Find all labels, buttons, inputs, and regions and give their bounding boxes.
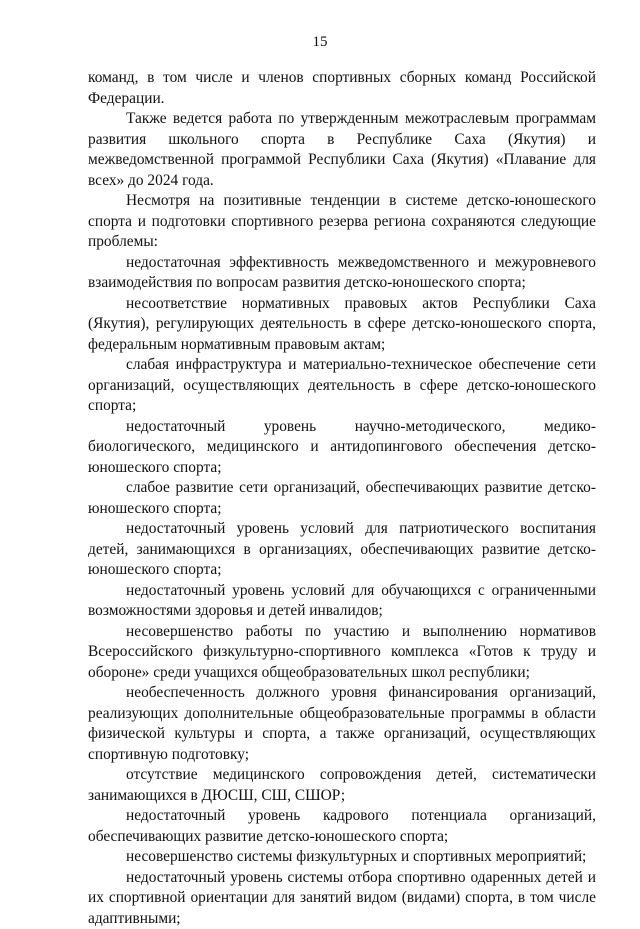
problem-item: несовершенство работы по участию и выполнению нормативов Всероссийского физкультурно-спортивного комплекса «Готов к труду и обороне» среди учащихся общеобразовательных школ республики; [88, 622, 596, 684]
paragraph-programs: Также ведется работа по утвержденным межотраслевым программам развития школьного спорта в Республике Саха (Якутия) и межведомственной программой Республики Саха (Якутия) «Плавание для всех» до 2024 года. [88, 109, 596, 191]
problem-item: недостаточный уровень условий для обучающихся с ограниченными возможностями здоровья и детей инвалидов; [88, 581, 596, 622]
page-number: 15 [0, 34, 640, 51]
problem-item: недостаточный уровень кадрового потенциала организаций, обеспечивающих развитие детско-юношеского спорта; [88, 806, 596, 847]
problem-item: недостаточный уровень научно-методического, медико-биологического, медицинского и антидопингового обеспечения детско-юношеского спорта; [88, 417, 596, 479]
problem-item: несоответствие нормативных правовых актов Республики Саха (Якутия), регулирующих деятельность в сфере детско-юношеского спорта, федеральным нормативным правовым актам; [88, 294, 596, 356]
document-body [88, 68, 596, 929]
problem-item: недостаточный уровень условий для патриотического воспитания детей, занимающихся в организациях, обеспечивающих развитие детско-юношеского спорта; [88, 519, 596, 581]
problem-item: несовершенство системы физкультурных и спортивных мероприятий; [88, 847, 596, 868]
paragraph-problems-intro: Несмотря на позитивные тенденции в системе детско-юношеского спорта и подготовки спортивного резерва региона сохраняются следующие проблемы: [88, 191, 596, 253]
problem-item: слабая инфраструктура и материально-техническое обеспечение сети организаций, осуществляющих деятельность в сфере детско-юношеского спорта; [88, 355, 596, 417]
problem-item: слабое развитие сети организаций, обеспечивающих развитие детско-юношеского спорта; [88, 478, 596, 519]
problem-item: отсутствие медицинского сопровождения детей, систематически занимающихся в ДЮСШ, СШ, СШОР; [88, 765, 596, 806]
problem-item: недостаточный уровень системы отбора спортивно одаренных детей и их спортивной ориентации для занятий видом (видами) спорта, в том числе адаптивными; [88, 868, 596, 929]
problem-item: необеспеченность должного уровня финансирования организаций, реализующих дополнительные общеобразовательные программы в области физической культуры и спорта, а также организаций, осуществляющих спортивную подготовку; [88, 683, 596, 765]
problem-item: недостаточная эффективность межведомственного и межуровневого взаимодействия по вопросам развития детско-юношеского спорта; [88, 253, 596, 294]
paragraph-continuation: команд, в том числе и членов спортивных сборных команд Российской Федерации. [88, 68, 596, 109]
